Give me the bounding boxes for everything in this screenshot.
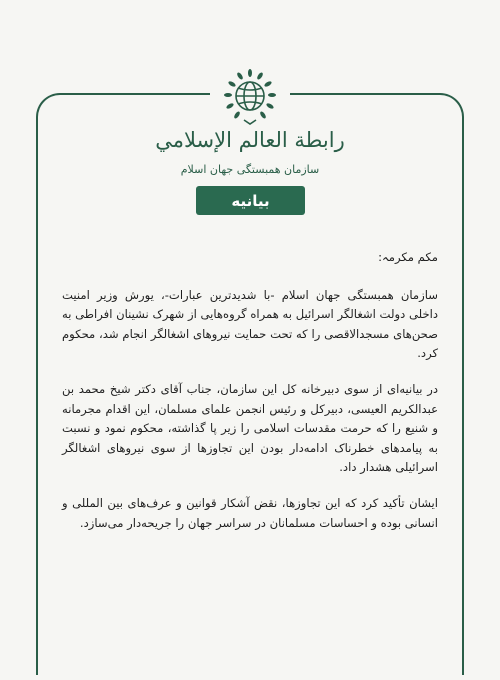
logo — [210, 64, 290, 128]
org-name-persian: سازمان همبستگی جهان اسلام — [180, 163, 320, 176]
paragraph-1: سازمان همبستگی جهان اسلام -با شدیدترین عبارات-، یورش وزیر امنیت داخلی دولت اشغالگر اسرائیل به همراه گروه‌هایی از شهرک نشینان افراطی به صحن‌های مسجدالاقصی را که تحت حمایت نیروهای اشغالگر انجام شد، محکوم کرد. — [62, 287, 438, 361]
paragraph-2: در بیانیه‌ای از سوی دبیرخانه کل این سازمان، جناب آقای دکتر شیخ محمد بن عبدالکریم العیسی، دبیرکل و رئیس انجمن علمای مسلمان، این اقدام مجرمانه و شنیع را که حرمت مقدسات اسلامی را زیر پا گذاشته، محکوم نمود و نسبت به پیامدهای خطرناک ادامه‌دار بودن این تجاوزها از سوی نیروهای اشغالگر اسرائیلی هشدار داد. — [62, 381, 438, 475]
statement-label: بیانیه — [196, 186, 305, 215]
paragraph-3: ایشان تأکید کرد که این تجاوزها، نقض آشکار قوانین و عرف‌های بین المللی و انسانی بوده و احساسات مسلمانان در سراسر جهان را جریحه‌دار می‌سازد. — [62, 495, 438, 530]
greeting: مکم مکرمہ: — [378, 250, 438, 264]
org-name-arabic: رابطة العالم الإسلامي — [155, 128, 345, 152]
statement-body — [62, 248, 438, 549]
globe-emblem-icon — [218, 64, 282, 128]
